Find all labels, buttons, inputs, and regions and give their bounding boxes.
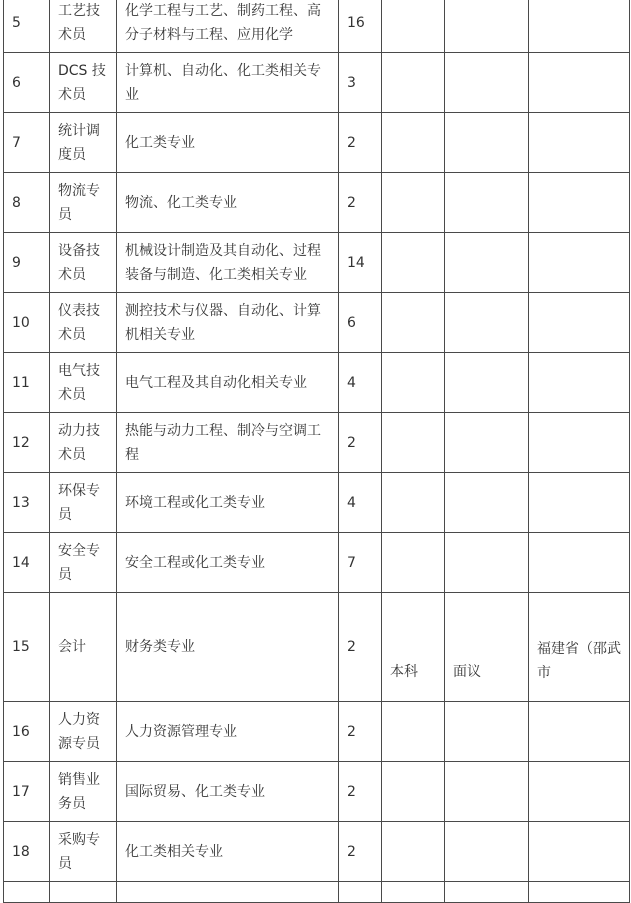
salary-cell: [445, 353, 529, 413]
major-requirement: 财务类专业: [117, 593, 339, 702]
row-number: 17: [4, 762, 50, 822]
education-cell: [382, 413, 445, 473]
location-cell: [529, 762, 630, 822]
major-requirement: 国际贸易、化工类专业: [117, 762, 339, 822]
post-name: 销售业务员: [50, 762, 117, 822]
location-cell: [529, 233, 630, 293]
location-cell: [529, 882, 630, 903]
table-row: [4, 762, 630, 822]
location-cell: [529, 293, 630, 353]
table-row: [4, 353, 630, 413]
education-cell: [382, 293, 445, 353]
education-cell: [382, 233, 445, 293]
table-row: [4, 413, 630, 473]
table-row: [4, 53, 630, 113]
education-cell: [382, 173, 445, 233]
headcount: [339, 882, 382, 903]
post-name: 设备技术员: [50, 233, 117, 293]
salary-cell: [445, 882, 529, 903]
location-cell: [529, 113, 630, 173]
major-requirement: [117, 882, 339, 903]
table-row: [4, 533, 630, 593]
row-number: 7: [4, 113, 50, 173]
salary-cell: [445, 762, 529, 822]
headcount: 2: [339, 702, 382, 762]
location-cell: [529, 353, 630, 413]
salary-cell: [445, 0, 529, 53]
post-name: 工艺技术员: [50, 0, 117, 53]
location-cell: [529, 0, 630, 53]
headcount: 16: [339, 0, 382, 53]
post-name: 人力资源专员: [50, 702, 117, 762]
major-requirement: 化学工程与工艺、制药工程、高分子材料与工程、应用化学: [117, 0, 339, 53]
table-row: [4, 0, 630, 53]
salary-cell: [445, 473, 529, 533]
salary-cell: [445, 413, 529, 473]
table-row: [4, 702, 630, 762]
salary-cell: [445, 53, 529, 113]
salary-cell: [445, 822, 529, 882]
location-cell: [529, 702, 630, 762]
major-requirement: 环境工程或化工类专业: [117, 473, 339, 533]
education-cell: [382, 533, 445, 593]
education-value: 本科: [390, 664, 418, 680]
headcount: 2: [339, 173, 382, 233]
row-number: [4, 882, 50, 903]
location-cell: [529, 473, 630, 533]
headcount: 4: [339, 353, 382, 413]
row-number: 12: [4, 413, 50, 473]
table-row: [4, 593, 630, 702]
education-cell: [382, 762, 445, 822]
row-number: 8: [4, 173, 50, 233]
post-name: 安全专员: [50, 533, 117, 593]
headcount: 3: [339, 53, 382, 113]
salary-cell: [445, 593, 529, 702]
headcount: 2: [339, 822, 382, 882]
location-cell: [529, 822, 630, 882]
education-cell: [382, 702, 445, 762]
major-requirement: 电气工程及其自动化相关专业: [117, 353, 339, 413]
row-number: 9: [4, 233, 50, 293]
table-row: [4, 882, 630, 903]
row-number: 18: [4, 822, 50, 882]
recruitment-table: [3, 0, 630, 903]
salary-cell: [445, 173, 529, 233]
education-cell: [382, 473, 445, 533]
headcount: 14: [339, 233, 382, 293]
row-number: 6: [4, 53, 50, 113]
education-cell: [382, 353, 445, 413]
row-number: 5: [4, 0, 50, 53]
row-number: 13: [4, 473, 50, 533]
location-cell: [529, 413, 630, 473]
table-row: [4, 173, 630, 233]
table-row: [4, 293, 630, 353]
post-name: 物流专员: [50, 173, 117, 233]
major-requirement: 化工类专业: [117, 113, 339, 173]
major-requirement: 机械设计制造及其自动化、过程装备与制造、化工类相关专业: [117, 233, 339, 293]
major-requirement: 热能与动力工程、制冷与空调工程: [117, 413, 339, 473]
headcount: 6: [339, 293, 382, 353]
headcount: 7: [339, 533, 382, 593]
headcount: 2: [339, 762, 382, 822]
post-name: 仪表技术员: [50, 293, 117, 353]
major-requirement: 计算机、自动化、化工类相关专业: [117, 53, 339, 113]
education-cell: [382, 0, 445, 53]
location-value: 福建省（邵武市: [537, 641, 621, 681]
major-requirement: 人力资源管理专业: [117, 702, 339, 762]
salary-cell: [445, 233, 529, 293]
post-name: 电气技术员: [50, 353, 117, 413]
major-requirement: 安全工程或化工类专业: [117, 533, 339, 593]
salary-cell: [445, 702, 529, 762]
salary-cell: [445, 293, 529, 353]
salary-value: 面议: [453, 664, 481, 680]
salary-cell: [445, 533, 529, 593]
table-row: [4, 113, 630, 173]
row-number: 11: [4, 353, 50, 413]
post-name: 统计调度员: [50, 113, 117, 173]
major-requirement: 测控技术与仪器、自动化、计算机相关专业: [117, 293, 339, 353]
headcount: 2: [339, 593, 382, 702]
education-cell: [382, 53, 445, 113]
location-cell: [529, 53, 630, 113]
headcount: 2: [339, 413, 382, 473]
row-number: 16: [4, 702, 50, 762]
post-name: 采购专员: [50, 822, 117, 882]
table-row: [4, 473, 630, 533]
post-name: DCS 技术员: [50, 53, 117, 113]
post-name: 环保专员: [50, 473, 117, 533]
location-cell: [529, 533, 630, 593]
post-name: 会计: [50, 593, 117, 702]
salary-cell: [445, 113, 529, 173]
row-number: 15: [4, 593, 50, 702]
row-number: 10: [4, 293, 50, 353]
row-number: 14: [4, 533, 50, 593]
post-name: 动力技术员: [50, 413, 117, 473]
location-cell: [529, 593, 630, 702]
headcount: 2: [339, 113, 382, 173]
education-cell: [382, 593, 445, 702]
post-name: [50, 882, 117, 903]
major-requirement: 物流、化工类专业: [117, 173, 339, 233]
education-cell: [382, 822, 445, 882]
education-cell: [382, 113, 445, 173]
table-row: [4, 822, 630, 882]
major-requirement: 化工类相关专业: [117, 822, 339, 882]
table-row: [4, 233, 630, 293]
headcount: 4: [339, 473, 382, 533]
location-cell: [529, 173, 630, 233]
education-cell: [382, 882, 445, 903]
